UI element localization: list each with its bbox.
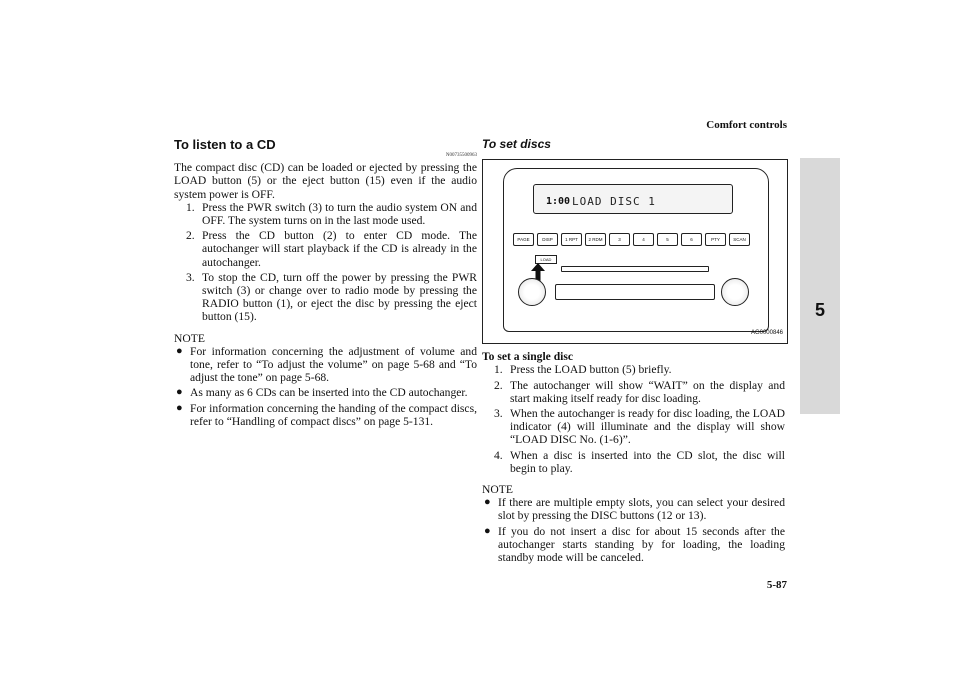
intro-paragraph: The compact disc (CD) can be loaded or ejected by pressing the LOAD button (5) or the eject button (15) even if the audio system power is OFF. <box>174 161 477 201</box>
preset-3-button: 3 <box>609 233 630 246</box>
note-item: ● For information concerning the adjustment of volume and tone, refer to “To adjust the volume” on page 5-68 and “To adjust the tone” on page 5-68. <box>176 344 477 385</box>
step-item: 1. Press the LOAD button (5) briefly. <box>494 363 672 377</box>
power-volume-knob <box>518 278 546 306</box>
bullet-icon: ● <box>176 386 183 399</box>
step-item: 1. Press the PWR switch (3) to turn the audio system ON and OFF. The system turns on in the last mode used. <box>186 200 477 228</box>
preset-6-button: 6 <box>681 233 702 246</box>
right-column <box>482 138 785 566</box>
preset-1-button: 1 RPT <box>561 233 582 246</box>
audio-display <box>533 184 733 214</box>
reference-code: N00735500963 <box>445 153 477 159</box>
bullet-icon: ● <box>176 344 183 357</box>
preset-2-button: 2 RDM <box>585 233 606 246</box>
display-message: LOAD DISC 1 <box>572 195 656 209</box>
step-list <box>174 201 477 324</box>
note-item: ● As many as 6 CDs can be inserted into the CD autochanger. <box>176 386 468 400</box>
section-title-set-discs: To set discs <box>482 137 551 151</box>
step-item: 2. Press the CD button (2) to enter CD mode. The autochanger will start playback if the CD is already in the autochanger. <box>186 229 477 269</box>
audio-unit-figure <box>482 159 788 344</box>
note-list <box>482 496 785 564</box>
note-list <box>174 345 477 428</box>
note-heading: NOTE <box>482 483 513 497</box>
load-button: LOAD <box>535 255 557 264</box>
page-number: 5-87 <box>766 579 787 591</box>
bullet-icon: ● <box>484 496 491 509</box>
step-list <box>482 363 785 475</box>
figure-code: AG0000846 <box>750 330 783 336</box>
preset-4-button: 4 <box>633 233 654 246</box>
note-heading: NOTE <box>174 331 205 345</box>
mode-button-bar <box>555 284 715 300</box>
note-item: ● If there are multiple empty slots, you can select your desired slot by pressing the DISC buttons (12 or 13). <box>484 496 785 523</box>
preset-5-button: 5 <box>657 233 678 246</box>
step-item: 2. The autochanger will show “WAIT” on the display and start making itself ready for disc loading. <box>494 378 785 405</box>
bullet-icon: ● <box>176 401 183 414</box>
subheading-single-disc: To set a single disc <box>482 350 574 364</box>
step-item: 3. When the autochanger is ready for disc loading, the LOAD indicator (4) will illuminate and the display will show “LOAD DISC No. (1-6)”. <box>494 407 785 447</box>
chapter-number: 5 <box>814 300 825 320</box>
left-column <box>174 138 477 430</box>
running-header: Comfort controls <box>706 119 787 131</box>
bullet-icon: ● <box>484 524 491 537</box>
cd-slot <box>561 266 709 272</box>
preset-button-row <box>513 233 750 246</box>
note-item: ● If you do not insert a disc for about 15 seconds after the autochanger starts standing by for loading, the loading standby mode will be canceled. <box>484 524 785 565</box>
display-clock: 1:00 <box>546 196 571 208</box>
note-item: ● For information concerning the handing of the compact discs, refer to “Handling of compact discs” on page 5-131. <box>176 401 477 428</box>
pty-button: PTY <box>705 233 726 246</box>
step-item: 4. When a disc is inserted into the CD slot, the disc will begin to play. <box>494 448 785 475</box>
page-button: PAGE <box>513 233 534 246</box>
scan-button: SCAN <box>729 233 750 246</box>
step-item: 3. To stop the CD, turn off the power by pressing the PWR switch (3) or change over to radio mode by pressing the RADIO button (1), or eject the disc by pressing the eject button (15). <box>186 270 477 324</box>
section-title-listen-cd: To listen to a CD <box>174 137 276 152</box>
disp-button: DISP <box>537 233 558 246</box>
chapter-tab <box>800 158 840 414</box>
tune-sound-knob <box>721 278 749 306</box>
